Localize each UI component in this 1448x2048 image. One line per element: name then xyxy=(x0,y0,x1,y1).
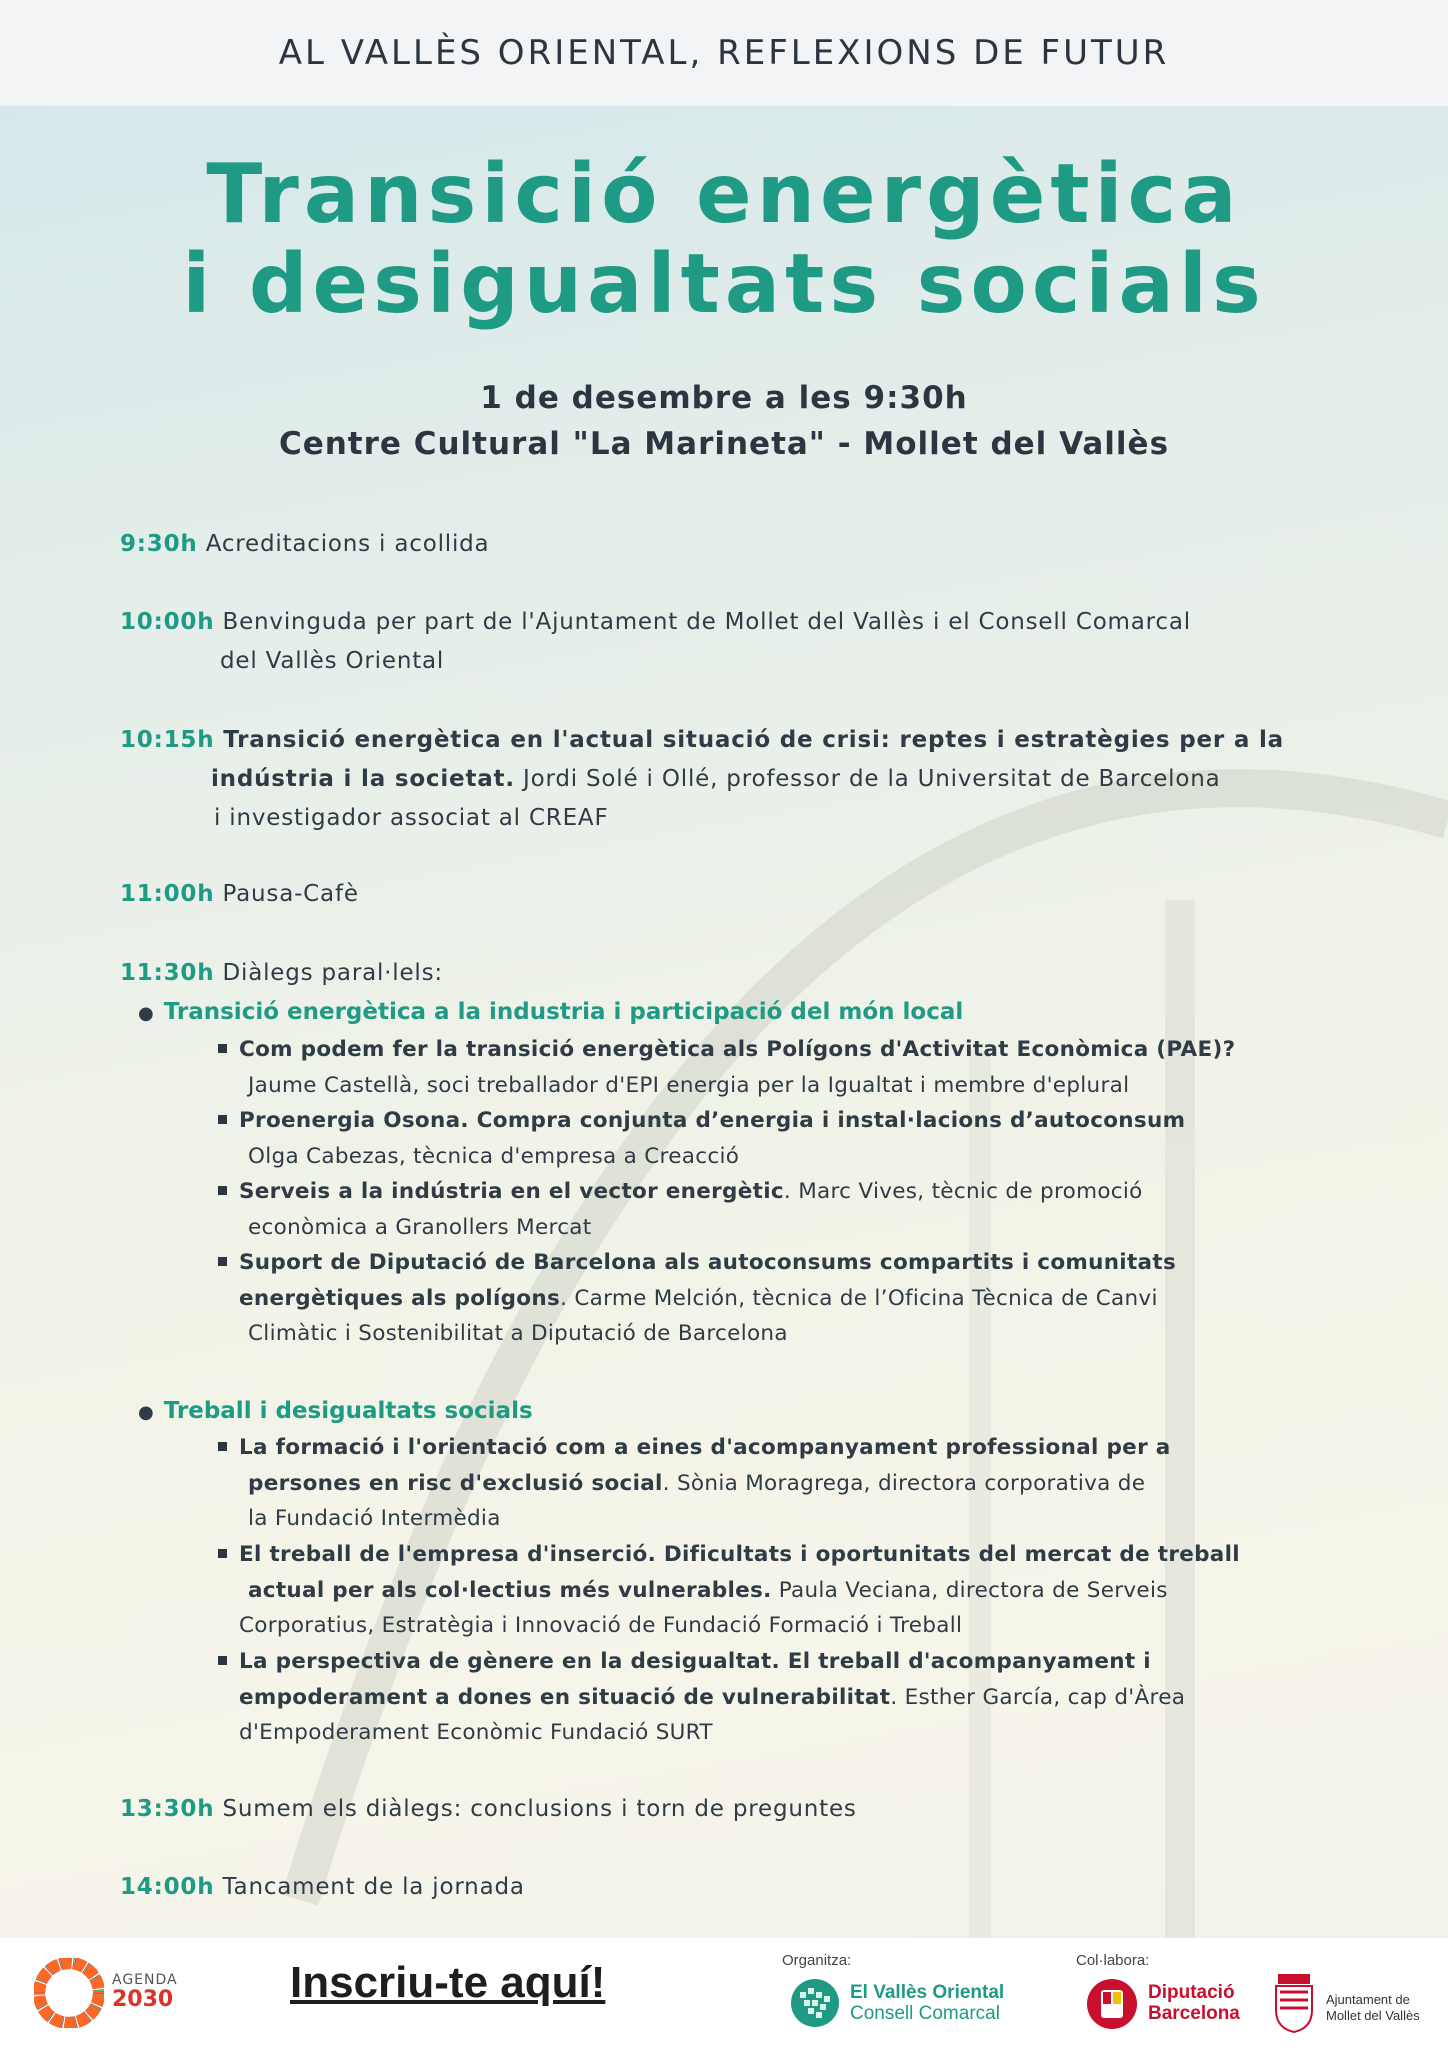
dialogue-track-title: ● Treball i desigualtats socials xyxy=(138,1398,533,1424)
program-item xyxy=(120,721,1284,838)
program-item xyxy=(120,525,489,564)
agenda-2030-wheel-icon xyxy=(34,1958,104,2028)
organizer-name: El Vallès Oriental Consell Comarcal xyxy=(850,1982,1005,2024)
collaborator-name: Diputació Barcelona xyxy=(1148,1982,1240,2024)
program-text: del Vallès Oriental xyxy=(220,648,445,674)
program-speaker: Jordi Solé i Ollé, professor de la Universitat de Barcelona xyxy=(514,766,1221,792)
program-text: Diàlegs paral·lels: xyxy=(214,960,443,986)
program-text: Acreditacions i acollida xyxy=(197,531,490,557)
valles-oriental-logo-icon xyxy=(790,1978,840,2028)
program-talk-title: indústria i la societat. xyxy=(211,766,515,792)
event-title xyxy=(0,147,1448,332)
event-venue: Centre Cultural "La Marineta" - Mollet del Vallès xyxy=(278,426,1170,462)
talk-item: El treball de l'empresa d'inserció. Dificultats i oportunitats del mercat de treball actual per als col·lectius més vulnerables. Paula Veciana, directora de Serveis Corporatius, Estratègia i Innovació de Fundació Formació i Treball xyxy=(218,1537,1298,1644)
event-date: 1 de desembre a les 9:30h xyxy=(480,380,968,416)
diputacio-barcelona-logo-icon xyxy=(1086,1978,1138,2030)
program-item xyxy=(120,1868,525,1907)
program-time: 13:30h xyxy=(120,1796,215,1822)
signup-link[interactable]: Inscriu-te aquí! xyxy=(290,1958,606,2007)
series-header xyxy=(0,0,1448,106)
program-time: 14:00h xyxy=(120,1874,215,1900)
program-text: Tancament de la jornada xyxy=(214,1874,525,1900)
program-time: 10:00h xyxy=(120,609,215,635)
mollet-coat-of-arms-icon xyxy=(1272,1972,1316,2034)
program-item xyxy=(120,954,443,993)
program-text: Sumem els diàlegs: conclusions i torn de preguntes xyxy=(214,1796,857,1822)
series-title: AL VALLÈS ORIENTAL, REFLEXIONS DE FUTUR xyxy=(278,33,1170,73)
agenda-2030-logo: AGENDA 2030 xyxy=(112,1972,178,2012)
event-title-line2: i desigualtats socials xyxy=(182,237,1266,332)
program-text: Benvinguda per part de l'Ajuntament de Mollet del Vallès i el Consell Comarcal xyxy=(214,609,1191,635)
program-time: 11:00h xyxy=(120,881,215,907)
talk-item: Serveis a la indústria en el vector energètic. Marc Vives, tècnic de promoció econòmica a Granollers Mercat xyxy=(218,1174,1298,1245)
collaborator-name: Ajuntament de Mollet del Vallès xyxy=(1326,1992,1420,2023)
organizer-label: Organitza: xyxy=(782,1952,852,1969)
program-time: 9:30h xyxy=(120,531,198,557)
program-item xyxy=(120,603,1191,681)
talk-item: Proenergia Osona. Compra conjunta d’energia i instal·lacions d’autoconsum Olga Cabezas, tècnica d'empresa a Creacció xyxy=(218,1103,1298,1174)
program-item xyxy=(120,1790,857,1829)
collaborator-label: Col·labora: xyxy=(1076,1952,1150,1969)
program-speaker: i investigador associat al CREAF xyxy=(214,805,609,831)
program-talk-title: Transició energètica en l'actual situació de crisi: reptes i estratègies per a la xyxy=(214,727,1284,753)
talk-item: Com podem fer la transició energètica als Polígons d'Activitat Econòmica (PAE)? Jaume Castellà, soci treballador d'EPI energia per la Igualtat i membre d'eplural xyxy=(218,1032,1298,1103)
dialogue-track-title: ● Transició energètica a la industria i participació del món local xyxy=(138,999,964,1025)
event-title-line1: Transició energètica xyxy=(206,147,1242,242)
talk-item: La perspectiva de gènere en la desigualtat. El treball d'acompanyament i empoderament a dones en situació de vulnerabilitat. Esther García, cap d'Àrea d'Empoderament Econòmic Fundació SURT xyxy=(218,1644,1298,1751)
footer xyxy=(0,1938,1448,2048)
event-details xyxy=(0,375,1448,467)
talk-item: Suport de Diputació de Barcelona als autoconsums compartits i comunitats energètiques als polígons. Carme Melción, tècnica de l’Oficina Tècnica de Canvi Climàtic i Sostenibilitat a Diputació de Barcelona xyxy=(218,1245,1298,1352)
talk-item: La formació i l'orientació com a eines d'acompanyament professional per a persones en risc d'exclusió social. Sònia Moragrega, directora corporativa de la Fundació Intermèdia xyxy=(218,1430,1298,1537)
program-text: Pausa-Cafè xyxy=(214,881,359,907)
program-time: 10:15h xyxy=(120,727,215,753)
program-time: 11:30h xyxy=(120,960,215,986)
program-item xyxy=(120,875,359,914)
